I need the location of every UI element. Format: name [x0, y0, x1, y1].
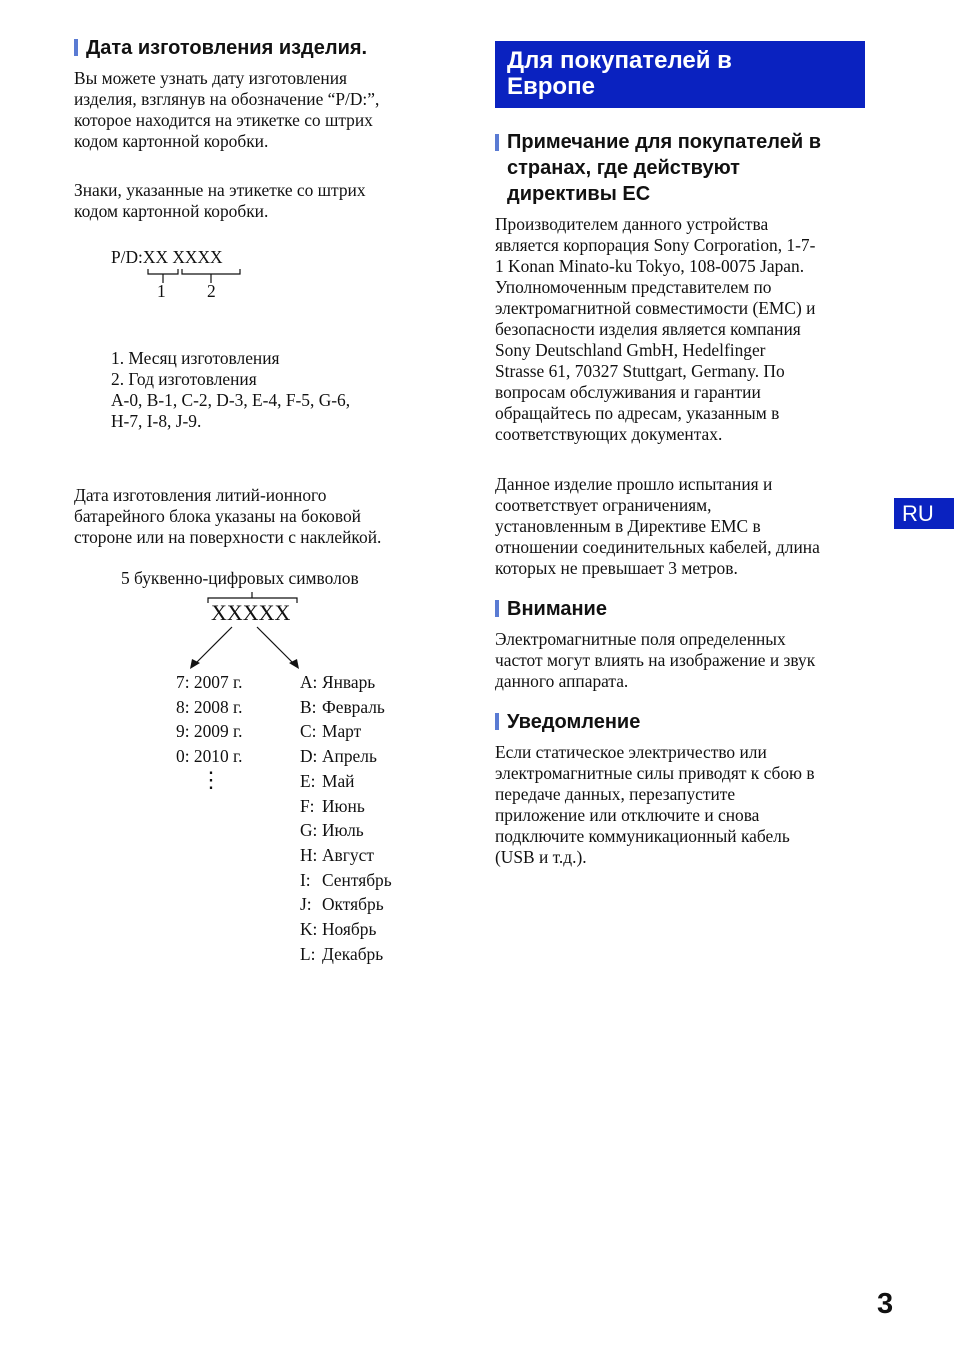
text-line: передаче данных, перезапустите: [495, 784, 736, 804]
text-line: безопасности изделия является компания: [495, 319, 801, 339]
para-manufacturer: [495, 214, 815, 445]
pd-label-1: 1: [157, 281, 166, 301]
text-line: стороне или на поверхности с наклейкой.: [74, 527, 382, 547]
text-line: приложение или отключите и снова: [495, 805, 760, 825]
text-line: является корпорация Sony Corporation, 1-7-: [495, 235, 816, 255]
pd-code: P/D:XX XXXX: [111, 247, 223, 267]
text-line: Данное изделие прошло испытания и: [495, 474, 773, 494]
text-line: которых не превышает 3 метров.: [495, 558, 738, 578]
banner-line: Для покупателей в: [507, 47, 732, 74]
heading-manufacture-date: Дата изготовления изделия.: [86, 37, 368, 59]
text-line: (USB и т.д.).: [495, 847, 587, 867]
text-line: соответствующих документах.: [495, 424, 723, 444]
heading-line: директивы ЕС: [507, 183, 651, 205]
text-line: Sony Deutschland GmbH, Hedelfinger: [495, 340, 766, 360]
text-line: данного аппарата.: [495, 671, 629, 691]
month-item: E: Май: [300, 770, 355, 791]
text-line: соответствует ограничениям,: [495, 495, 712, 515]
year-item: 8: 2008 г.: [176, 696, 243, 717]
text-line: Вы можете узнать дату изготовления: [74, 68, 348, 88]
heading-notice: Уведомление: [507, 711, 641, 733]
text-line: кодом картонной коробки.: [74, 131, 269, 151]
text-line: Производителем данного устройства: [495, 214, 769, 234]
month-item: J: Октябрь: [300, 894, 384, 915]
arrow-year: [193, 627, 232, 666]
heading-attention: Внимание: [507, 598, 607, 620]
banner-line: Европе: [507, 73, 595, 100]
text-line: частот могут влиять на изображение и звук: [495, 650, 816, 670]
text-line: Знаки, указанные на этикетке со штрих: [74, 180, 366, 200]
year-ellipsis: ⋮: [200, 767, 222, 792]
bracket-year: [182, 269, 240, 274]
text-line: отношении соединительных кабелей, длина: [495, 537, 820, 557]
heading-marker: [495, 134, 499, 151]
text-line: кодом картонной коробки.: [74, 201, 269, 221]
month-item: B: Февраль: [300, 696, 385, 717]
bracket-battery: [208, 598, 297, 603]
para-attention: [495, 629, 815, 692]
bracket-month: [148, 269, 178, 274]
text-line: 1 Konan Minato-ku Tokyo, 108-0075 Japan.: [495, 256, 805, 276]
language-tab-ru: RU: [894, 498, 954, 529]
heading-line: странах, где действуют: [507, 157, 740, 179]
month-list: [300, 670, 392, 966]
para-emc-test: [495, 474, 820, 579]
battery-code: XXXXX: [211, 600, 291, 625]
month-item: I: Сентябрь: [300, 869, 392, 890]
text-line: Дата изготовления литий-ионного: [74, 485, 327, 505]
text-line: Strasse 61, 70327 Stuttgart, Germany. По: [495, 361, 785, 381]
month-item: H: Август: [300, 844, 374, 865]
month-item: L: Декабрь: [300, 943, 384, 964]
legend-line: A-0, B-1, C-2, D-3, E-4, F-5, G-6,: [111, 390, 351, 410]
heading-line: Примечание для покупателей в: [507, 131, 821, 153]
pd-label-2: 2: [207, 281, 216, 301]
page-number: 3: [877, 1288, 894, 1320]
heading-marker: [495, 713, 499, 730]
para-notice: [495, 742, 815, 868]
year-item: 7: 2007 г.: [176, 672, 243, 692]
heading-eu-directives: [507, 129, 821, 207]
text-line: изделия, взглянув на обозначение “P/D:”,: [74, 89, 380, 109]
arrow-month: [257, 627, 296, 666]
year-item: 9: 2009 г.: [176, 721, 243, 742]
year-list: [176, 670, 243, 768]
text-line: электромагнитные силы приводят к сбою в: [495, 763, 815, 783]
heading-marker: [495, 600, 499, 617]
text-line: вопросам обслуживания и гарантии: [495, 382, 761, 402]
text-line: Уполномоченным представителем по: [495, 277, 772, 297]
month-item: F: Июнь: [300, 795, 365, 816]
legend-line: 2. Год изготовления: [111, 369, 257, 389]
text-line: Если статическое электричество или: [495, 742, 767, 762]
text-line: подключите коммуникационный кабель: [495, 826, 790, 846]
battery-caption: 5 буквенно-цифровых символов: [121, 568, 359, 588]
month-item: K: Ноябрь: [300, 919, 377, 940]
text-line: электромагнитной совместимости (EMC) и: [495, 298, 816, 318]
text-line: которое находится на этикетке со штрих: [74, 110, 373, 130]
month-item: C: Март: [300, 721, 362, 742]
text-line: батарейного блока указаны на боковой: [74, 506, 361, 526]
text-line: установленным в Директиве EMC в: [495, 516, 761, 536]
text-line: обращайтесь по адресам, указанным в: [495, 403, 780, 423]
section-banner-europe: [495, 41, 865, 108]
text-line: Электромагнитные поля определенных: [495, 629, 786, 649]
month-item: G: Июль: [300, 820, 364, 841]
year-item: 0: 2010 г.: [176, 745, 243, 766]
legend-line: H-7, I-8, J-9.: [111, 411, 202, 431]
legend-line: 1. Месяц изготовления: [111, 348, 280, 368]
month-item: D: Апрель: [300, 746, 377, 767]
month-item: A: Январь: [300, 672, 376, 692]
